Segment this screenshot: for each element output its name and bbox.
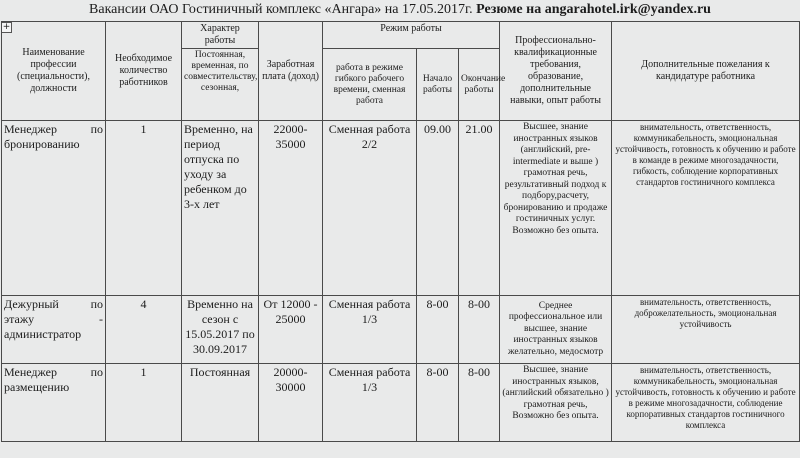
page-title — [0, 2, 800, 18]
header-work-type-sub: Постоянная, временная, по совместительству, сезонная, — [182, 49, 259, 121]
cell-requirements: Высшее, знание иностранных языков, (английский обязательно ) грамотная речь, Возможно без опыта. — [500, 364, 612, 442]
cell-end: 8-00 — [459, 296, 500, 364]
cell-count: 1 — [106, 364, 182, 442]
cell-schedule: Сменная работа 1/3 — [323, 364, 417, 442]
cell-wishes: внимательность, ответственность, коммуникабельность, эмоциональная устойчивость, готовность к обучению и работе в команде в режиме многозадачности, гибкость, соблюдение корпоративных стандартов гостиничного комплекса — [612, 121, 800, 296]
table-row — [2, 364, 800, 442]
cell-schedule: Сменная работа 1/3 — [323, 296, 417, 364]
cell-start: 8-00 — [417, 364, 459, 442]
table-row — [2, 296, 800, 364]
cell-name: Менеджер по размещению — [2, 364, 106, 442]
header-wishes: Дополнительные пожелания к кандидатуре работника — [612, 22, 800, 121]
cell-start: 8-00 — [417, 296, 459, 364]
cell-name: Дежурный по этажу - администратор — [2, 296, 106, 364]
cell-requirements: Высшее, знание иностранных языков (английский, pre-intermediate и выше ) грамотная речь, результативный подход к подбору,расчету, бронированию и продаже гостиничных услуг. Возможно без опыта. — [500, 121, 612, 296]
cell-work-type: Временно, на период отпуска по уходу за ребенком до 3-х лет — [182, 121, 259, 296]
header-start: Начало работы — [417, 49, 459, 121]
cell-schedule: Сменная работа 2/2 — [323, 121, 417, 296]
cell-end: 8-00 — [459, 364, 500, 442]
cell-salary: 22000-35000 — [259, 121, 323, 296]
title-main: Вакансии ОАО Гостиничный комплекс «Ангара» на 17.05.2017г. — [89, 2, 473, 17]
header-name: Наименование профессии (специальности), должности — [2, 22, 106, 121]
cell-name: Менеджер по бронированию — [2, 121, 106, 296]
cell-requirements: Среднее профессиональное или высшее, знание иностранных языков желательно, медосмотр — [500, 296, 612, 364]
cell-count: 1 — [106, 121, 182, 296]
cell-start: 09.00 — [417, 121, 459, 296]
cell-end: 21.00 — [459, 121, 500, 296]
table-row — [2, 121, 800, 296]
header-requirements: Профессионально-квалификационные требования, образование, дополнительные навыки, опыт работы — [500, 22, 612, 121]
header-work-type: Характер работы — [182, 22, 259, 49]
title-resume: Резюме на angarahotel.irk@yandex.ru — [476, 2, 711, 17]
header-schedule-sub: работа в режиме гибкого рабочего времени, сменная работа — [323, 49, 417, 121]
cell-salary: 20000-30000 — [259, 364, 323, 442]
header-schedule: Режим работы — [323, 22, 500, 49]
table-move-handle-icon[interactable]: + — [2, 22, 11, 32]
cell-wishes: внимательность, ответственность, доброжелательность, эмоциональная устойчивость — [612, 296, 800, 364]
header-salary: Заработная плата (доход) — [259, 22, 323, 121]
cell-salary: От 12000 - 25000 — [259, 296, 323, 364]
cell-work-type: Постоянная — [182, 364, 259, 442]
header-end: Окончание работы — [459, 49, 500, 121]
vacancies-table — [1, 21, 800, 442]
cell-count: 4 — [106, 296, 182, 364]
header-count: Необходимое количество работников — [106, 22, 182, 121]
cell-work-type: Временно на сезон с 15.05.2017 по 30.09.2017 — [182, 296, 259, 364]
cell-wishes: внимательность, ответственность, коммуникабельность, эмоциональная устойчивость, готовность к обучению и работе в режиме многозадачности, соблюдение корпоративных стандартов гостиничного комплекса — [612, 364, 800, 442]
